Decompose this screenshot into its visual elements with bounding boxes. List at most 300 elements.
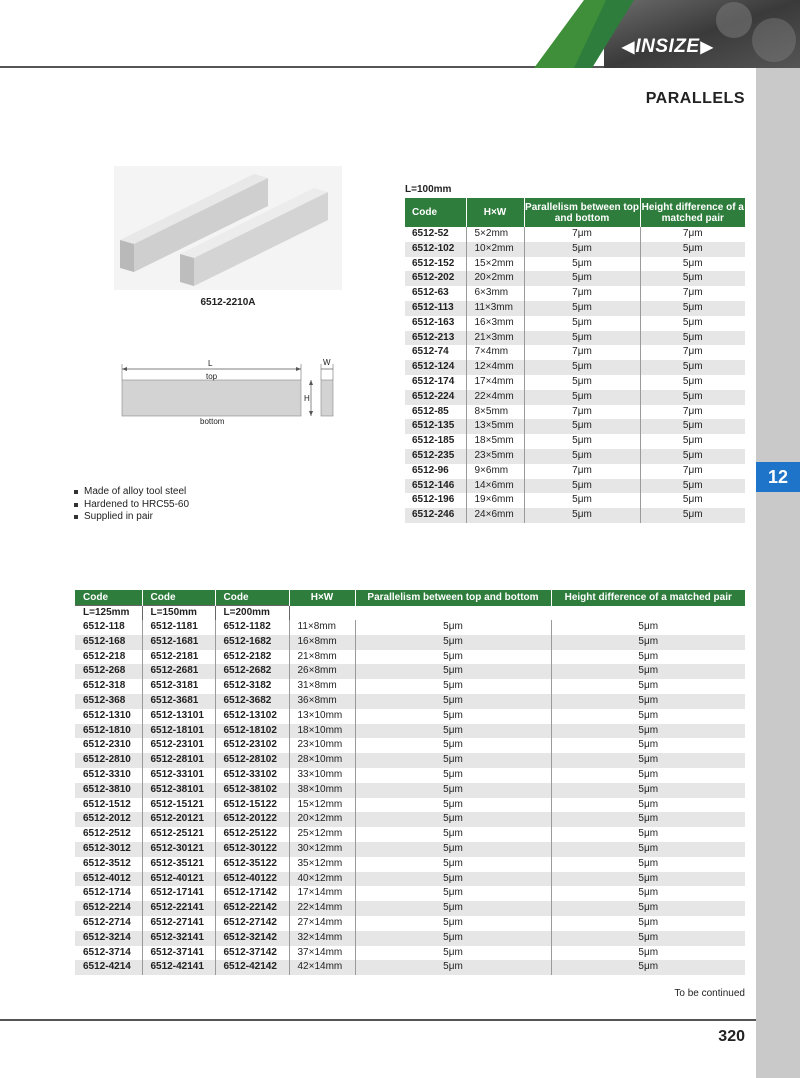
table-cell: 6512-1310 <box>83 709 131 721</box>
table-cell: 5μm <box>551 694 745 709</box>
table-cell: 6512-13101 <box>142 709 215 724</box>
table-cell: 5μm <box>551 635 745 650</box>
table-cell: 21×3mm <box>466 331 524 346</box>
table-cell: 6512-40122 <box>215 872 289 887</box>
table-cell: 6512-22141 <box>142 901 215 916</box>
table-row <box>75 931 745 946</box>
table-cell: 33×10mm <box>289 768 355 783</box>
table-cell: 6512-2714 <box>83 916 131 928</box>
table-cell: 5μm <box>355 709 551 724</box>
diagram-label-width: W <box>323 358 331 367</box>
table-row <box>75 724 745 739</box>
table-row <box>405 419 745 434</box>
table-cell: 5μm <box>551 901 745 916</box>
table-cell: 22×14mm <box>289 901 355 916</box>
table-cell: 5μm <box>355 857 551 872</box>
table-cell: 5μm <box>524 419 640 434</box>
header-code-125: Code <box>75 590 142 606</box>
table-cell: 6512-2012 <box>75 812 142 827</box>
table-row <box>405 271 745 286</box>
table-cell: 6512-202 <box>405 271 466 286</box>
table-cell: 5μm <box>355 635 551 650</box>
table-cell: 6512-318 <box>83 680 126 692</box>
table-row <box>75 946 745 961</box>
table-cell: 28×10mm <box>289 753 355 768</box>
table-cell: 6×3mm <box>466 286 524 301</box>
feature-list <box>74 486 189 524</box>
table-row <box>405 301 745 316</box>
diagram-label-top: top <box>206 372 218 381</box>
table-cell: 30×12mm <box>289 842 355 857</box>
table-cell: 10×2mm <box>466 242 524 257</box>
table-cell: 5μm <box>524 449 640 464</box>
table-cell: 12×4mm <box>466 360 524 375</box>
table-row <box>405 493 745 508</box>
table-cell: 6512-3182 <box>215 679 289 694</box>
table-cell: 5μm <box>640 271 745 286</box>
length-label-125: L=125mm <box>75 606 142 621</box>
table-cell: 6512-3310 <box>83 768 131 780</box>
table-cell: 5μm <box>355 768 551 783</box>
table-cell: 5μm <box>355 827 551 842</box>
table-cell: 5μm <box>524 493 640 508</box>
table-cell: 7μm <box>524 405 640 420</box>
left-arrow-icon: ◀ <box>622 39 635 56</box>
table-row <box>405 345 745 360</box>
table-cell: 6512-30122 <box>215 842 289 857</box>
table-cell: 6512-268 <box>75 664 142 679</box>
table-cell: 5μm <box>524 331 640 346</box>
table-row <box>405 286 745 301</box>
table-row <box>75 798 745 813</box>
table-cell: 6512-42141 <box>142 960 215 975</box>
table-cell: 6512-213 <box>405 331 466 346</box>
table-cell: 5μm <box>355 872 551 887</box>
table-cell: 6512-27142 <box>215 916 289 931</box>
table-cell: 6512-102 <box>405 242 466 257</box>
header-height-difference: Height difference of a matched pair <box>551 590 745 606</box>
spec-table-long <box>75 590 745 975</box>
table-cell: 6512-168 <box>75 635 142 650</box>
table-cell: 6512-22142 <box>215 901 289 916</box>
table-row <box>75 872 745 887</box>
table-cell: 6512-2214 <box>75 901 142 916</box>
table-cell: 5μm <box>640 257 745 272</box>
table-cell: 11×8mm <box>289 620 355 635</box>
table-row <box>405 508 745 523</box>
table-cell: 5μm <box>551 842 745 857</box>
table-cell: 6512-25121 <box>142 827 215 842</box>
table-cell: 5μm <box>524 508 640 523</box>
table-row <box>75 857 745 872</box>
bullet-icon <box>74 503 78 507</box>
table-cell: 6512-3214 <box>75 931 142 946</box>
table-cell: 6512-28102 <box>215 753 289 768</box>
table-cell: 6512-113 <box>405 301 466 316</box>
table-cell: 6512-218 <box>83 650 126 662</box>
table-cell: 6512-196 <box>412 494 455 506</box>
length-label-row <box>75 606 745 621</box>
table-cell: 5μm <box>551 620 745 635</box>
table-row <box>75 842 745 857</box>
table-row <box>75 709 745 724</box>
table-cell: 5μm <box>551 872 745 887</box>
bullet-icon <box>74 515 78 519</box>
table-row <box>405 479 745 494</box>
chapter-side-strip <box>756 68 800 1078</box>
table-cell: 6512-35121 <box>142 857 215 872</box>
table-cell: 25×12mm <box>289 827 355 842</box>
table-cell: 6512-3810 <box>75 783 142 798</box>
table-cell: 16×3mm <box>466 316 524 331</box>
table-cell: 5μm <box>524 479 640 494</box>
table-cell: 7×4mm <box>466 345 524 360</box>
table-cell: 5μm <box>355 842 551 857</box>
table-cell: 6512-4214 <box>75 960 142 975</box>
table-cell: 5μm <box>355 664 551 679</box>
table-cell: 6512-33102 <box>215 768 289 783</box>
table-cell: 6512-85 <box>412 405 449 417</box>
table-cell: 5μm <box>355 798 551 813</box>
table-cell: 18×10mm <box>289 724 355 739</box>
table-header-row <box>75 590 745 606</box>
header-code-200: Code <box>215 590 289 606</box>
table-cell: 5μm <box>640 242 745 257</box>
table-cell: 6512-32142 <box>215 931 289 946</box>
table-cell: 6512-15122 <box>215 798 289 813</box>
table-row <box>75 620 745 635</box>
table-cell: 5μm <box>640 301 745 316</box>
feature-item: Hardened to HRC55-60 <box>74 499 189 512</box>
table-cell: 5μm <box>640 493 745 508</box>
table-cell: 21×8mm <box>289 650 355 665</box>
table-cell: 6512-174 <box>412 375 455 387</box>
table-cell: 6512-368 <box>75 694 142 709</box>
table-cell: 40×12mm <box>289 872 355 887</box>
table-cell: 5μm <box>551 827 745 842</box>
table-row <box>75 783 745 798</box>
table-cell: 6512-23102 <box>215 738 289 753</box>
table-cell: 38×10mm <box>289 783 355 798</box>
table-cell: 5μm <box>524 271 640 286</box>
table-row <box>75 916 745 931</box>
table-cell: 6512-118 <box>83 621 125 632</box>
table-cell: 36×8mm <box>289 694 355 709</box>
header-parallelism: Parallelism between top and bottom <box>524 198 640 227</box>
table-cell: 5μm <box>524 316 640 331</box>
table-cell: 6512-18101 <box>142 724 215 739</box>
table-cell: 6512-2682 <box>215 664 289 679</box>
table-cell: 5μm <box>640 479 745 494</box>
header-code-150: Code <box>142 590 215 606</box>
table-cell: 6512-2310 <box>83 739 131 751</box>
table-cell: 6512-38101 <box>142 783 215 798</box>
table-cell: 5μm <box>640 316 745 331</box>
table-cell: 11×3mm <box>466 301 524 316</box>
table-cell: 6512-163 <box>412 316 455 328</box>
feature-item: Supplied in pair <box>74 511 189 524</box>
table-cell: 5μm <box>551 738 745 753</box>
table-cell: 17×14mm <box>289 886 355 901</box>
table-cell: 6512-3181 <box>142 679 215 694</box>
table-cell: 6512-20122 <box>215 812 289 827</box>
table-cell: 5μm <box>355 931 551 946</box>
table-cell: 7μm <box>524 286 640 301</box>
table-cell: 6512-135 <box>405 419 466 434</box>
table-cell: 6512-3682 <box>215 694 289 709</box>
table-row <box>75 664 745 679</box>
table-cell: 5μm <box>355 650 551 665</box>
table-cell: 5μm <box>551 724 745 739</box>
table-cell: 5μm <box>551 664 745 679</box>
table-cell: 6512-3012 <box>75 842 142 857</box>
table-cell: 6512-1810 <box>75 724 142 739</box>
table-cell: 6512-3681 <box>142 694 215 709</box>
table-cell: 6512-23101 <box>142 738 215 753</box>
page-title: PARALLELS <box>645 90 745 107</box>
table-row <box>405 227 745 242</box>
chapter-tab: 12 <box>756 462 800 492</box>
table-cell: 5μm <box>524 242 640 257</box>
table-cell: 5μm <box>524 301 640 316</box>
table-cell: 6512-2681 <box>142 664 215 679</box>
right-arrow-icon: ▶ <box>700 39 713 56</box>
table-cell: 7μm <box>640 405 745 420</box>
table-cell: 5μm <box>355 724 551 739</box>
table-row <box>405 405 745 420</box>
table-row <box>405 390 745 405</box>
table-cell: 6512-246 <box>405 508 466 523</box>
table-cell: 14×6mm <box>466 479 524 494</box>
table-cell: 23×5mm <box>466 449 524 464</box>
table-cell: 5μm <box>355 886 551 901</box>
table-cell: 5μm <box>524 375 640 390</box>
table-row <box>405 242 745 257</box>
table-cell: 27×14mm <box>289 916 355 931</box>
header-hw: H×W <box>289 590 355 606</box>
table-cell: 5μm <box>551 931 745 946</box>
header-parallelism: Parallelism between top and bottom <box>355 590 551 606</box>
table-cell: 5μm <box>551 812 745 827</box>
table-cell: 6512-13102 <box>215 709 289 724</box>
table-row <box>405 360 745 375</box>
table-cell: 6512-1681 <box>142 635 215 650</box>
table-cell: 13×10mm <box>289 709 355 724</box>
table-cell: 5μm <box>551 916 745 931</box>
table-cell: 6512-18102 <box>215 724 289 739</box>
table-row <box>75 901 745 916</box>
table-cell: 32×14mm <box>289 931 355 946</box>
table-cell: 6512-52 <box>412 228 449 239</box>
table-cell: 6512-30121 <box>142 842 215 857</box>
table-cell: 23×10mm <box>289 738 355 753</box>
table-cell: 7μm <box>524 227 640 242</box>
table-cell: 22×4mm <box>466 390 524 405</box>
table-row <box>75 650 745 665</box>
table-cell: 5μm <box>551 650 745 665</box>
table-cell: 5μm <box>640 508 745 523</box>
table-cell: 5μm <box>551 857 745 872</box>
table-cell: 6512-28101 <box>142 753 215 768</box>
table-cell: 17×4mm <box>466 375 524 390</box>
table-cell: 6512-1512 <box>83 798 131 810</box>
table-cell: 5μm <box>551 960 745 975</box>
table-cell: 6512-25122 <box>215 827 289 842</box>
table-cell: 5μm <box>355 694 551 709</box>
table-cell: 20×12mm <box>289 812 355 827</box>
table-cell: 7μm <box>524 464 640 479</box>
table-cell: 7μm <box>640 464 745 479</box>
table-cell: 5μm <box>551 679 745 694</box>
brand-logo <box>622 34 732 60</box>
table-cell: 6512-224 <box>405 390 466 405</box>
table-cell: 6512-20121 <box>142 812 215 827</box>
table-cell: 6512-2181 <box>142 650 215 665</box>
table-cell: 37×14mm <box>289 946 355 961</box>
footer-rule <box>0 1019 756 1021</box>
continued-note: To be continued <box>674 988 745 999</box>
table-row <box>75 694 745 709</box>
table-cell: 6512-40121 <box>142 872 215 887</box>
table-cell: 5μm <box>355 916 551 931</box>
table-cell: 6512-3512 <box>83 857 131 869</box>
table-cell: 6512-1181 <box>142 620 215 635</box>
diagram-label-length: L <box>208 359 213 368</box>
table-cell: 6512-1714 <box>83 887 131 899</box>
table-cell: 5μm <box>640 331 745 346</box>
table-row <box>75 753 745 768</box>
table-row <box>405 331 745 346</box>
table-cell: 5μm <box>640 360 745 375</box>
table-cell: 6512-15121 <box>142 798 215 813</box>
diagram-label-bottom: bottom <box>200 417 225 426</box>
table-cell: 5μm <box>355 783 551 798</box>
table-cell: 5μm <box>355 738 551 753</box>
table-row <box>405 316 745 331</box>
feature-item: Made of alloy tool steel <box>74 486 189 499</box>
table-cell: 6512-35122 <box>215 857 289 872</box>
dimension-diagram <box>110 356 350 430</box>
header-height-difference: Height difference of a matched pair <box>640 198 745 227</box>
table-cell: 5μm <box>524 360 640 375</box>
table-cell: 5μm <box>551 768 745 783</box>
table-cell: 6512-42142 <box>215 960 289 975</box>
table-cell: 35×12mm <box>289 857 355 872</box>
table-cell: 9×6mm <box>466 464 524 479</box>
table-cell: 6512-33101 <box>142 768 215 783</box>
table-row <box>405 434 745 449</box>
table-row <box>405 449 745 464</box>
spec-table-100mm <box>405 198 745 523</box>
table-cell: 7μm <box>640 345 745 360</box>
table-cell: 5μm <box>551 709 745 724</box>
table-row <box>75 960 745 975</box>
table-cell: 5μm <box>355 946 551 961</box>
table-cell: 5μm <box>551 753 745 768</box>
table-row <box>75 812 745 827</box>
table-cell: 18×5mm <box>466 434 524 449</box>
table-cell: 19×6mm <box>466 493 524 508</box>
table-cell: 6512-2810 <box>75 753 142 768</box>
header-code: Code <box>405 198 466 227</box>
table-cell: 5μm <box>355 812 551 827</box>
table-cell: 5μm <box>524 434 640 449</box>
table-cell: 6512-63 <box>412 287 449 299</box>
table-cell: 6512-17141 <box>142 886 215 901</box>
table-cell: 6512-96 <box>412 464 449 476</box>
table-cell: 5μm <box>524 390 640 405</box>
table-cell: 5μm <box>640 449 745 464</box>
table-cell: 16×8mm <box>289 635 355 650</box>
table-cell: 6512-185 <box>412 435 455 447</box>
table-cell: 5μm <box>640 419 745 434</box>
table-cell: 6512-124 <box>405 360 466 375</box>
length-label-150: L=150mm <box>142 606 215 621</box>
table-cell: 15×2mm <box>466 257 524 272</box>
table-row <box>405 375 745 390</box>
table-cell: 6512-4012 <box>75 872 142 887</box>
table-cell: 7μm <box>640 286 745 301</box>
table-cell: 5μm <box>551 783 745 798</box>
table-cell: 26×8mm <box>289 664 355 679</box>
diagram-label-height: H <box>304 394 310 403</box>
table-cell: 5μm <box>640 390 745 405</box>
table-cell: 7μm <box>524 345 640 360</box>
table-cell: 13×5mm <box>466 419 524 434</box>
table-cell: 6512-37142 <box>215 946 289 961</box>
length-label-200: L=200mm <box>215 606 289 621</box>
table-cell: 42×14mm <box>289 960 355 975</box>
length-label-100: L=100mm <box>405 184 452 195</box>
table-cell: 6512-1182 <box>215 620 289 635</box>
table-cell: 8×5mm <box>466 405 524 420</box>
table-row <box>75 827 745 842</box>
table-cell: 5μm <box>551 886 745 901</box>
table-cell: 5μm <box>551 798 745 813</box>
page-number: 320 <box>718 1028 745 1045</box>
table-row <box>405 464 745 479</box>
table-cell: 5μm <box>355 753 551 768</box>
table-cell: 20×2mm <box>466 271 524 286</box>
table-row <box>75 886 745 901</box>
table-cell: 6512-1682 <box>215 635 289 650</box>
table-cell: 5μm <box>355 679 551 694</box>
table-cell: 31×8mm <box>289 679 355 694</box>
table-cell: 6512-17142 <box>215 886 289 901</box>
table-cell: 5μm <box>640 434 745 449</box>
table-cell: 5μm <box>355 620 551 635</box>
table-row <box>75 635 745 650</box>
table-cell: 5μm <box>640 375 745 390</box>
table-cell: 5μm <box>551 946 745 961</box>
table-cell: 6512-74 <box>412 346 449 358</box>
table-cell: 6512-146 <box>405 479 466 494</box>
table-cell: 6512-2182 <box>215 650 289 665</box>
table-cell: 24×6mm <box>466 508 524 523</box>
table-cell: 15×12mm <box>289 798 355 813</box>
table-cell: 5μm <box>355 901 551 916</box>
table-cell: 5μm <box>355 960 551 975</box>
table-header-row <box>405 198 745 227</box>
table-cell: 6512-3714 <box>83 946 131 958</box>
table-cell: 5×2mm <box>466 227 524 242</box>
table-row <box>75 738 745 753</box>
table-row <box>405 257 745 272</box>
table-cell: 6512-37141 <box>142 946 215 961</box>
product-photo <box>114 166 342 290</box>
table-cell: 6512-27141 <box>142 916 215 931</box>
table-cell: 5μm <box>524 257 640 272</box>
